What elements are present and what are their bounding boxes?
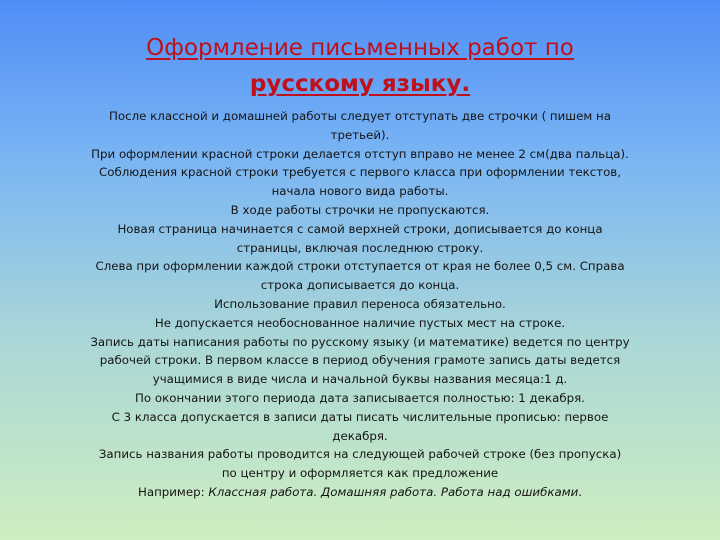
text-line: строка дописывается до конца.: [260, 278, 460, 293]
text-line: Соблюдения красной строки требуется с первого класса при оформлении текстов,: [99, 165, 621, 180]
title-line-2: русскому языку.: [249, 71, 471, 97]
text-line: После классной и домашней работы следует отступать две строчки ( пишем на: [109, 109, 611, 123]
text-line: По окончании этого периода дата записывается полностью: 1 декабря.: [135, 390, 585, 405]
text-line: Запись даты написания работы по русскому языку (и математике) ведется по центру: [90, 334, 630, 349]
text-line: начала нового вида работы.: [271, 184, 449, 199]
text-line: страницы, включая последнюю строку.: [236, 240, 484, 255]
example-line: [40, 483, 680, 502]
text-line: Запись названия работы проводится на следующей рабочей строке (без пропуска): [98, 447, 622, 462]
example-label: Например:: [137, 484, 209, 499]
text-line: В ходе работы строчки не пропускаются.: [230, 202, 490, 217]
text-line: Не допускается необоснованное наличие пустых мест на строке.: [154, 315, 566, 330]
text-line: Новая страница начинается с самой верхней строки, дописывается до конца: [117, 221, 603, 236]
text-line: рабочей строки. В первом классе в период обучения грамоте запись даты ведется: [99, 353, 621, 368]
example-italic-text: Классная работа. Домашняя работа. Работа над ошибками: [208, 484, 579, 499]
text-line: декабря.: [332, 428, 388, 443]
text-line: учащимися в виде числа и начальной буквы названия месяца:1 д.: [152, 372, 568, 387]
text-line: третьей).: [330, 127, 390, 142]
text-line: Использование правил переноса обязательно.: [214, 296, 506, 311]
example-end: .: [578, 484, 583, 499]
slide-title: [60, 30, 660, 102]
slide-body: [40, 107, 680, 502]
text-line: С 3 класса допускается в записи даты писать числительные прописью: первое: [111, 409, 609, 424]
text-line: Слева при оформлении каждой строки отступается от края не более 0,5 см. Справа: [95, 259, 625, 274]
text-line: по центру и оформляется как предложение: [221, 466, 499, 481]
title-line-1: Оформление письменных работ по: [146, 35, 574, 61]
text-line: При оформлении красной строки делается отступ вправо не менее 2 см(два пальца).: [91, 146, 629, 161]
